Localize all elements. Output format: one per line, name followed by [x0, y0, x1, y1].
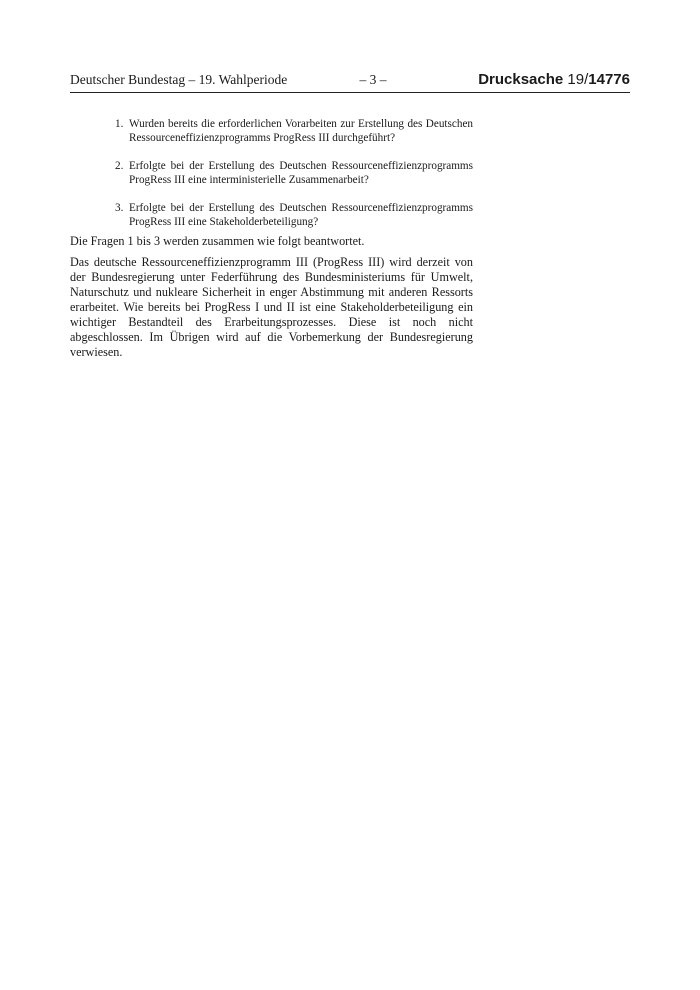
document-number-value: 14776 — [588, 71, 630, 88]
answer-body: Das deutsche Ressourceneffizienzprogramm III (ProgRess III) wird derzeit von der Bundesregierung unter Federführung des Bundesministeriums für Umwelt, Naturschutz und nukleare Sicherheit in enger Abstimmung mit anderen Ressorts erarbeitet. Wie bereits bei ProgRess I und II ist eine Stakeholderbeteiligung ein wichtiger Bestandteil des Erarbeitungsprozesses. Diese ist noch nicht abgeschlossen. Im Übrigen wird auf die Vorbemerkung der Bundesregierung verwiesen. — [70, 255, 473, 359]
page-number: – 3 – — [359, 72, 387, 87]
question-list — [115, 117, 473, 243]
question-text: Wurden bereits die erforderlichen Vorarbeiten zur Erstellung des Deutschen Ressourceneffizienzprogramms ProgRess III durchgeführt? — [129, 118, 473, 144]
page-header — [70, 72, 630, 93]
answer-intro: Die Fragen 1 bis 3 werden zusammen wie folgt beantwortet. — [70, 234, 365, 248]
question-text: Erfolgte bei der Erstellung des Deutschen Ressourceneffizienzprogramms ProgRess III eine Stakeholderbeteiligung? — [129, 202, 473, 228]
answer-section — [70, 234, 473, 366]
document-label: Drucksache — [478, 71, 564, 88]
question-number: 2. — [115, 160, 124, 172]
question-number: 1. — [115, 118, 124, 130]
document-number — [478, 71, 630, 89]
document-number-prefix: 19/ — [567, 71, 589, 88]
header-publication: Deutscher Bundestag – 19. Wahlperiode — [70, 72, 288, 87]
question-number: 3. — [115, 202, 124, 214]
question-item — [115, 201, 473, 229]
question-text: Erfolgte bei der Erstellung des Deutschen Ressourceneffizienzprogramms ProgRess III eine interministerielle Zusammenarbeit? — [129, 160, 473, 186]
question-item — [115, 117, 473, 145]
question-item — [115, 159, 473, 187]
